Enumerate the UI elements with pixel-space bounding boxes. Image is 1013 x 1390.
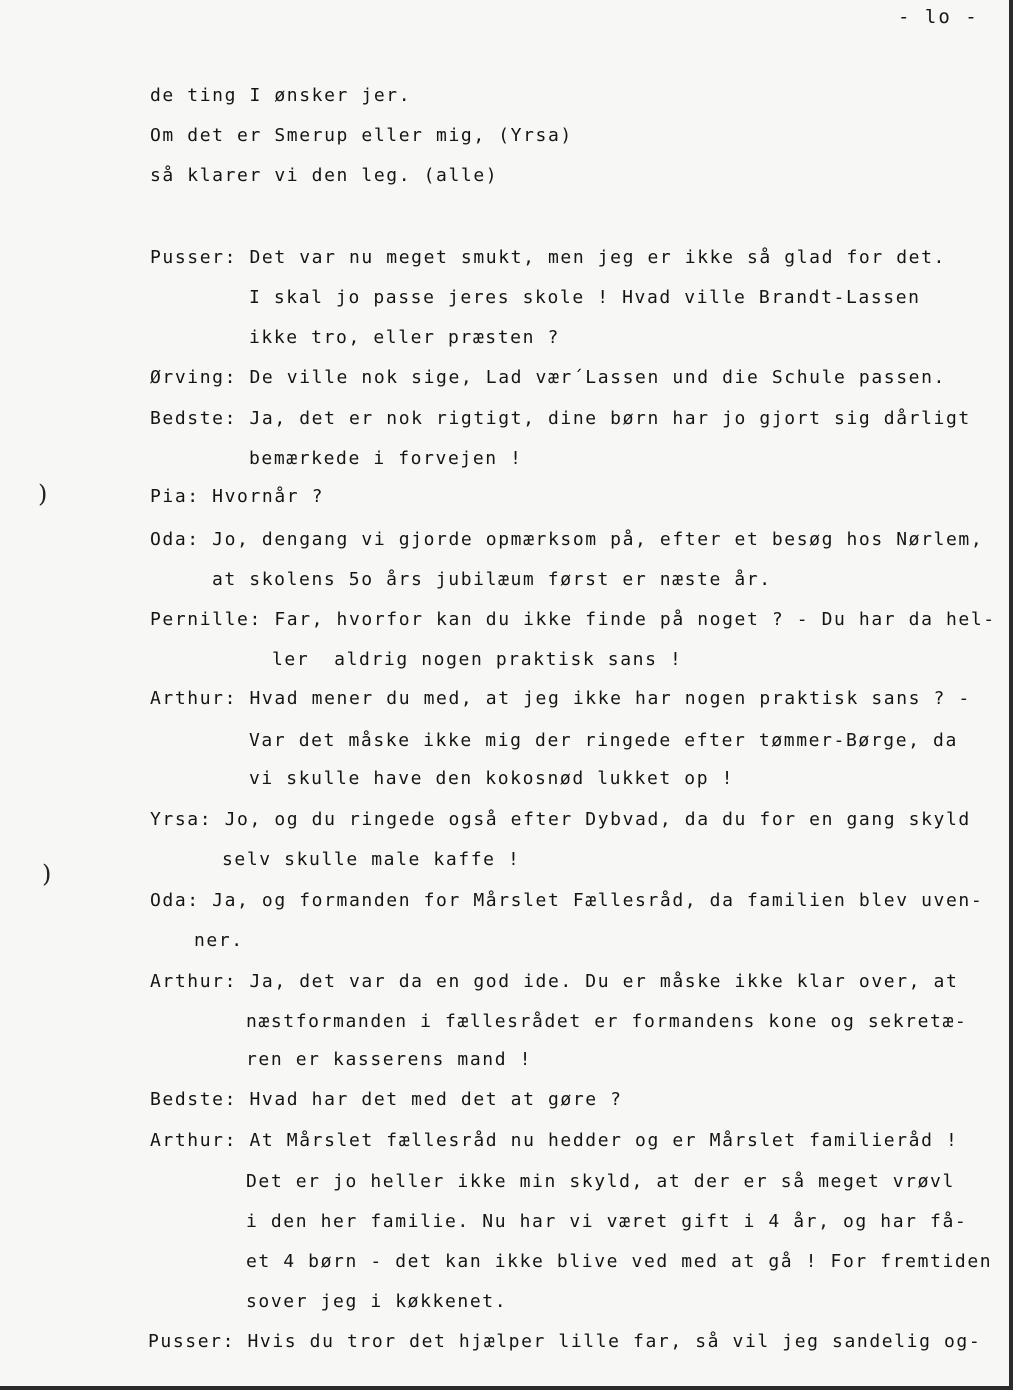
dialogue-line-pernille: Pernille: Far, hvorfor kan du ikke finde på noget ? - Du har da hel- bbox=[150, 609, 996, 630]
dialogue-line-arthur: Arthur: At Mårslet fællesråd nu hedder og er Mårslet familieråd ! bbox=[150, 1130, 959, 1151]
text-line: selv skulle male kaffe ! bbox=[222, 849, 521, 870]
text-line: ner. bbox=[194, 930, 244, 951]
dialogue-line-bedste: Bedste: Hvad har det med det at gøre ? bbox=[150, 1089, 623, 1110]
text-line: næstformanden i fællesrådet er formandens kone og sekretæ- bbox=[246, 1011, 968, 1032]
dialogue-line-yrsa: Yrsa: Jo, og du ringede også efter Dybvad, da du for en gang skyld bbox=[150, 809, 971, 830]
scan-edge-right bbox=[1009, 0, 1013, 1390]
margin-bracket-mark: ) bbox=[42, 860, 52, 888]
text-line: ler aldrig nogen praktisk sans ! bbox=[272, 649, 683, 670]
dialogue-line-pia: Pia: Hvornår ? bbox=[150, 486, 325, 507]
dialogue-line-bedste: Bedste: Ja, det er nok rigtigt, dine børn har jo gjort sig dårligt bbox=[150, 408, 971, 429]
text-line: et 4 børn - det kan ikke blive ved med at gå ! For fremtiden bbox=[246, 1251, 993, 1272]
text-line: bemærkede i forvejen ! bbox=[249, 448, 523, 469]
dialogue-line-pusser: Pusser: Det var nu meget smukt, men jeg er ikke så glad for det. bbox=[150, 247, 946, 268]
text-line: I skal jo passe jeres skole ! Hvad ville Brandt-Lassen bbox=[249, 287, 921, 308]
text-line: ikke tro, eller præsten ? bbox=[249, 327, 560, 348]
text-line: at skolens 5o års jubilæum først er næste år. bbox=[212, 569, 772, 590]
text-line: ren er kasserens mand ! bbox=[246, 1049, 533, 1070]
text-line: de ting I ønsker jer. bbox=[150, 85, 412, 106]
page-number: - lo - bbox=[898, 6, 979, 28]
dialogue-line-arthur: Arthur: Hvad mener du med, at jeg ikke har nogen praktisk sans ? - bbox=[150, 688, 971, 709]
text-line: Det er jo heller ikke min skyld, at der er så meget vrøvl bbox=[246, 1171, 955, 1192]
text-line: Var det måske ikke mig der ringede efter tømmer-Børge, da bbox=[249, 730, 958, 751]
scan-edge-bottom bbox=[0, 1386, 1013, 1390]
dialogue-line-arthur: Arthur: Ja, det var da en god ide. Du er måske ikke klar over, at bbox=[150, 971, 959, 992]
dialogue-line-pusser: Pusser: Hvis du tror det hjælper lille far, så vil jeg sandelig og- bbox=[148, 1331, 982, 1352]
text-line: Om det er Smerup eller mig, (Yrsa) bbox=[150, 125, 573, 146]
text-line: vi skulle have den kokosnød lukket op ! bbox=[249, 768, 735, 789]
text-line: i den her familie. Nu har vi været gift i 4 år, og har få- bbox=[246, 1211, 968, 1232]
dialogue-line-oda: Oda: Ja, og formanden for Mårslet Fællesråd, da familien blev uven- bbox=[150, 890, 984, 911]
text-line: så klarer vi den leg. (alle) bbox=[150, 165, 499, 186]
text-line: sover jeg i køkkenet. bbox=[246, 1291, 508, 1312]
dialogue-line-orving: Ørving: De ville nok sige, Lad vær´Lassen und die Schule passen. bbox=[150, 367, 946, 388]
dialogue-line-oda: Oda: Jo, dengang vi gjorde opmærksom på, efter et besøg hos Nørlem, bbox=[150, 529, 984, 550]
margin-bracket-mark: ) bbox=[38, 480, 48, 508]
